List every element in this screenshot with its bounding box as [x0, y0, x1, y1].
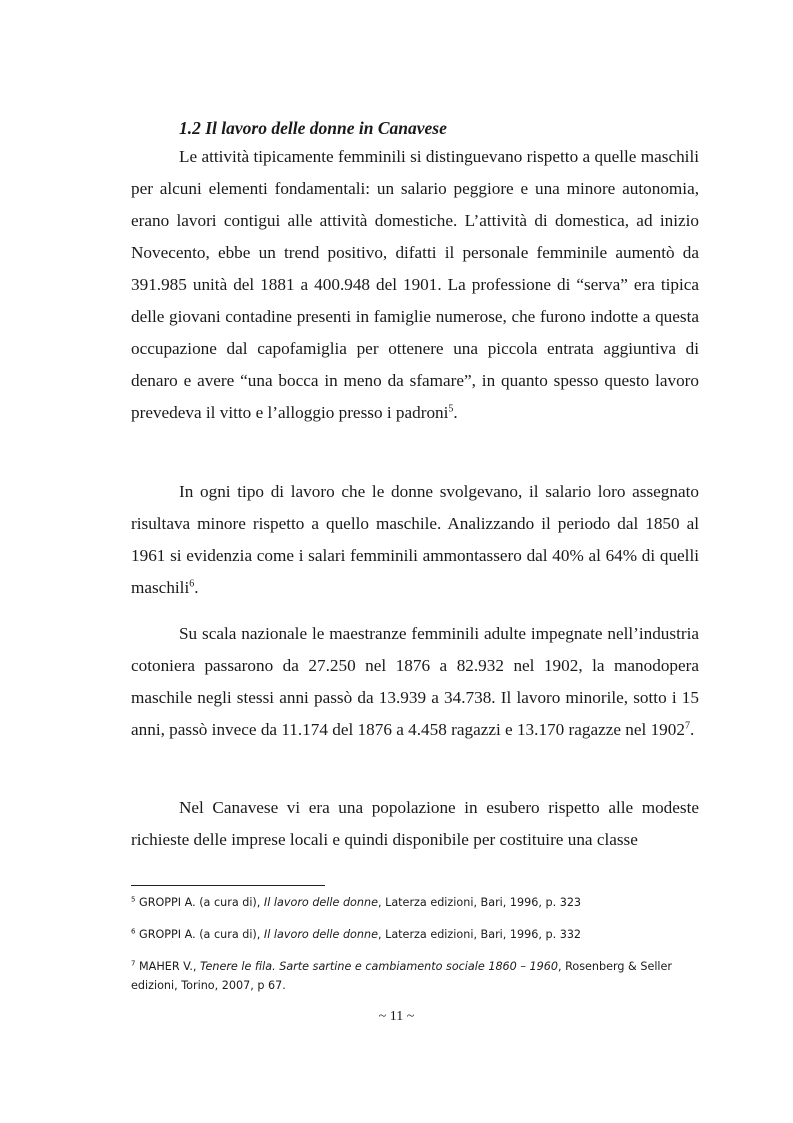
- footnote-number: 7: [131, 959, 136, 968]
- footnote-ref-6[interactable]: 6: [189, 578, 195, 590]
- paragraph-3-text: Su scala nazionale le maestranze femminili adulte impegnate nell’industria cotoniera passarono da 27.250 nel 1876 a 82.932 nel 1902, la manodopera maschile negli stessi anni passò da 13.939 a 34.738. Il lavoro minorile, sotto i 15 anni, passò invece da 11.174 del 1876 a 4.458 ragazzi e 13.170 ragazze nel 1902: [131, 624, 699, 739]
- paragraph-4: [131, 792, 699, 856]
- footnote-author: MAHER V.,: [139, 960, 201, 973]
- paragraph-1-text: Le attività tipicamente femminili si distinguevano rispetto a quelle maschili per alcuni elementi fondamentali: un salario peggiore e una minore autonomia, erano lavori contigui alle attività domestiche. L’attività di domestica, ad inizio Novecento, ebbe un trend positivo, difatti il personale femminile aumentò da 391.985 unità del 1881 a 400.948 del 1901. La professione di “serva” era tipica delle giovani contadine presenti in famiglie numerose, che furono indotte a questa occupazione dal capofamiglia per ottenere una piccola entrata aggiuntiva di denaro e avere “una bocca in meno da sfamare”, in quanto spesso questo lavoro prevedeva il vitto e l’alloggio presso i padroni: [131, 147, 699, 422]
- paragraph-2-text: In ogni tipo di lavoro che le donne svolgevano, il salario loro assegnato risultava minore rispetto a quello maschile. Analizzando il periodo dal 1850 al 1961 si evidenzia come i salari femminili ammontassero dal 40% al 64% di quelli maschili: [131, 482, 699, 597]
- paragraph-1-end: .: [453, 403, 458, 422]
- footnote-ref-7[interactable]: 7: [684, 720, 690, 732]
- footnote-publisher: , Rosenberg & Seller edizioni, Torino, 2007, p 67.: [131, 960, 673, 992]
- page-number: ~ 11 ~: [378, 1009, 415, 1024]
- footnote-5: [131, 893, 699, 912]
- footnote-title: Il lavoro delle donne: [263, 928, 378, 941]
- footnote-separator: [131, 885, 325, 886]
- footnote-author: GROPPI A. (a cura di),: [139, 928, 264, 941]
- footnote-author: GROPPI A. (a cura di),: [139, 896, 264, 909]
- paragraph-4-text: Nel Canavese vi era una popolazione in esubero rispetto alle modeste richieste delle imprese locali e quindi disponibile per costituire una classe: [131, 798, 699, 849]
- footnote-ref-5[interactable]: 5: [448, 403, 454, 415]
- paragraph-3-end: .: [689, 720, 695, 739]
- footnote-publisher: , Laterza edizioni, Bari, 1996, p. 332: [377, 928, 582, 941]
- footnote-title: Tenere le fila. Sarte sartine e cambiamento sociale 1860 – 1960: [200, 960, 558, 973]
- footnote-7: [131, 957, 699, 995]
- footnote-title: Il lavoro delle donne: [263, 896, 378, 909]
- footnote-publisher: , Laterza edizioni, Bari, 1996, p. 323: [377, 896, 582, 909]
- footnote-number: 5: [131, 895, 136, 904]
- paragraph-2: [131, 476, 699, 604]
- paragraph-3: [131, 618, 699, 746]
- paragraph-2-end: .: [194, 578, 199, 597]
- section-heading: 1.2 Il lavoro delle donne in Canavese: [179, 118, 447, 138]
- paragraph-1: [131, 141, 699, 429]
- footnote-number: 6: [131, 927, 136, 936]
- footnote-6: [131, 925, 699, 944]
